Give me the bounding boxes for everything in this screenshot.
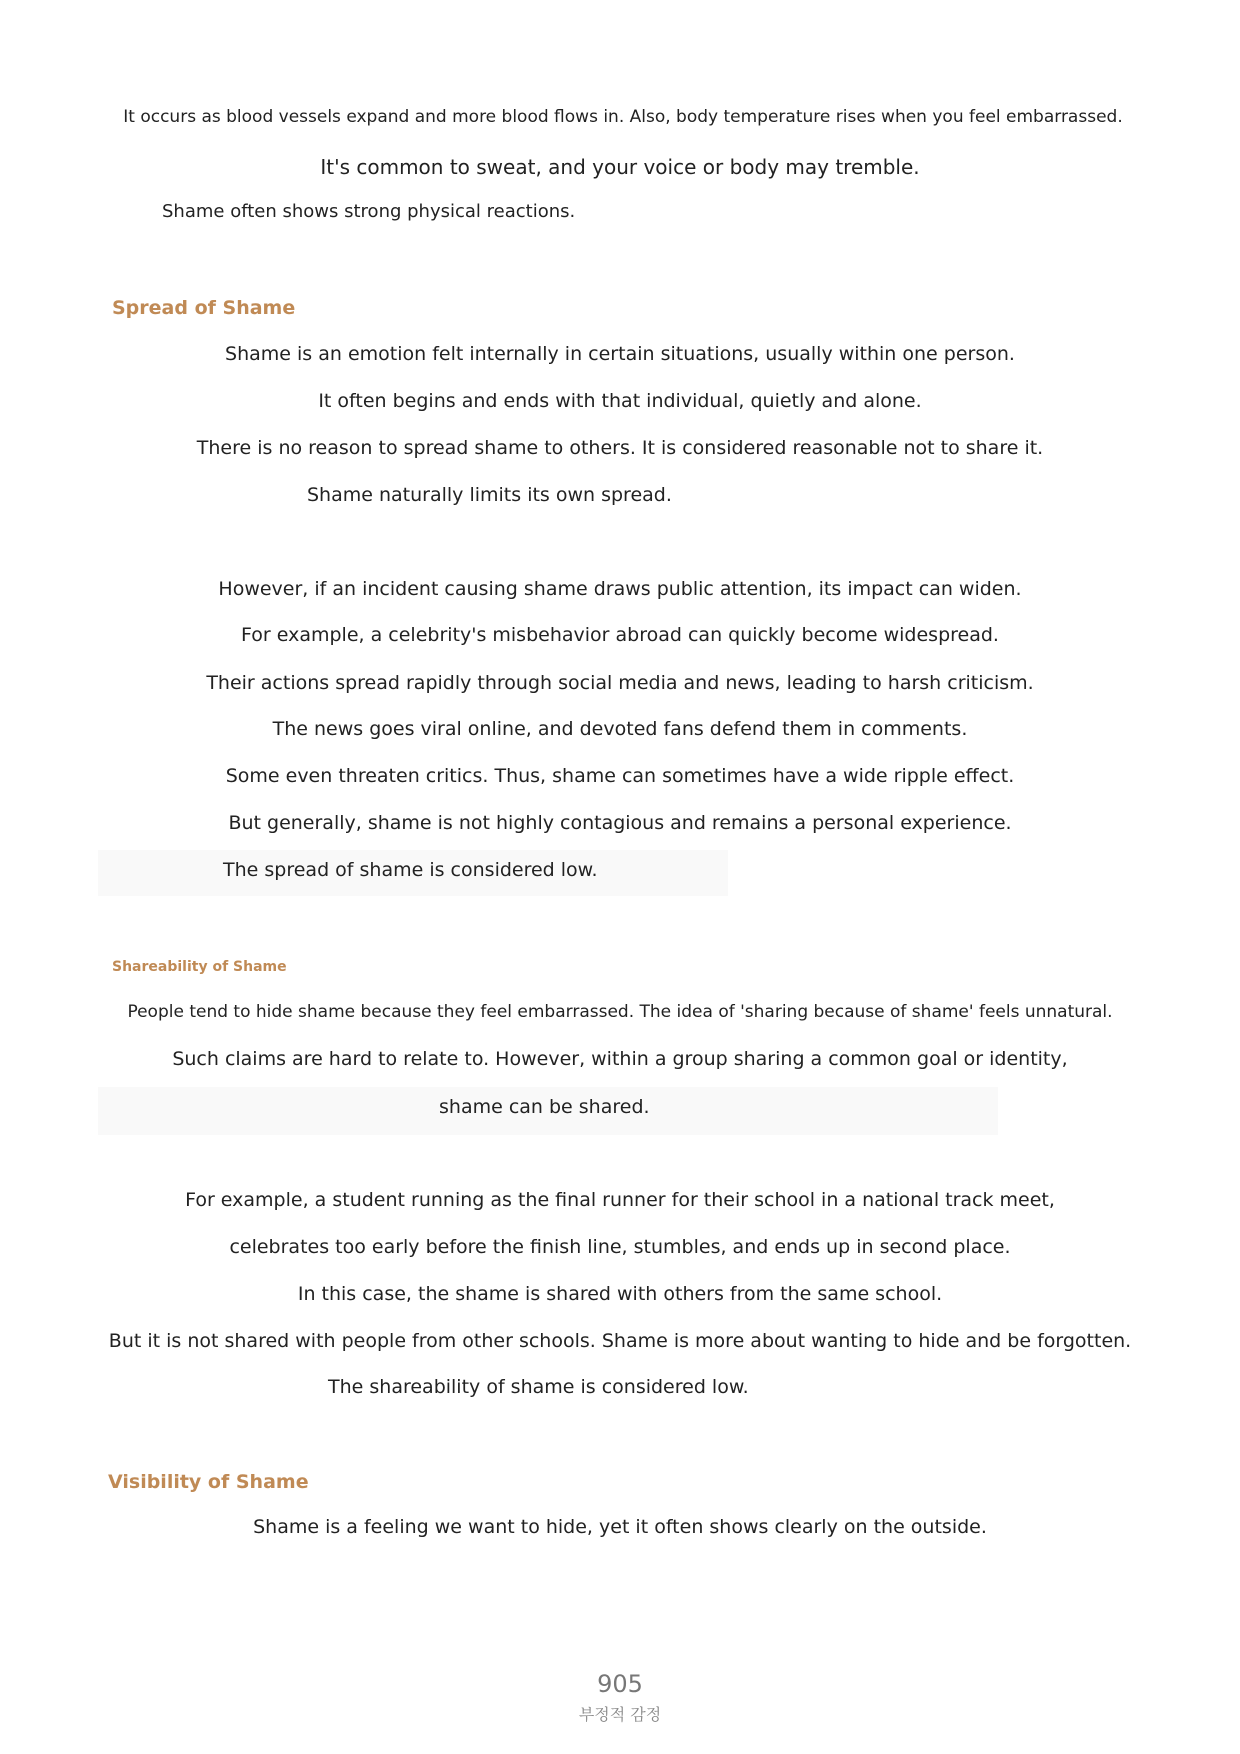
body-line: The shareability of shame is considered low.: [328, 1376, 749, 1398]
body-line: However, if an incident causing shame draws public attention, its impact can widen.: [218, 578, 1022, 600]
body-line: But generally, shame is not highly contagious and remains a personal experience.: [228, 812, 1012, 834]
body-line: shame can be shared.: [439, 1096, 650, 1118]
body-line: The spread of shame is considered low.: [223, 859, 598, 881]
body-line: In this case, the shame is shared with others from the same school.: [297, 1283, 943, 1305]
body-line: Some even threaten critics. Thus, shame can sometimes have a wide ripple effect.: [225, 765, 1015, 787]
body-line: It's common to sweat, and your voice or body may tremble.: [320, 155, 920, 179]
body-line: It often begins and ends with that individual, quietly and alone.: [318, 390, 922, 412]
body-line: People tend to hide shame because they feel embarrassed. The idea of 'sharing because of shame' feels unnatural.: [127, 1002, 1113, 1022]
body-line: It occurs as blood vessels expand and more blood flows in. Also, body temperature rises when you feel embarrassed.: [123, 107, 1123, 127]
body-line: There is no reason to spread shame to others. It is considered reasonable not to share it.: [196, 437, 1044, 459]
body-line: Such claims are hard to relate to. However, within a group sharing a common goal or identity,: [172, 1048, 1068, 1070]
section-heading-spread: Spread of Shame: [112, 297, 296, 319]
body-line: celebrates too early before the finish line, stumbles, and ends up in second place.: [229, 1236, 1011, 1258]
body-line: Shame is a feeling we want to hide, yet it often shows clearly on the outside.: [253, 1516, 987, 1538]
section-heading-shareability: Shareability of Shame: [112, 959, 287, 975]
body-line: Shame naturally limits its own spread.: [307, 484, 672, 506]
body-line: Shame is an emotion felt internally in certain situations, usually within one person.: [225, 343, 1015, 365]
body-line: But it is not shared with people from other schools. Shame is more about wanting to hide and be forgotten.: [108, 1330, 1132, 1352]
body-line: The news goes viral online, and devoted fans defend them in comments.: [272, 718, 968, 740]
footer-section-title: 부정적 감정: [578, 1705, 662, 1724]
section-heading-visibility: Visibility of Shame: [108, 1471, 309, 1493]
body-line: For example, a celebrity's misbehavior abroad can quickly become widespread.: [241, 624, 999, 646]
page-number: 905: [597, 1670, 643, 1698]
body-line: For example, a student running as the final runner for their school in a national track meet,: [185, 1189, 1055, 1211]
body-line: Their actions spread rapidly through social media and news, leading to harsh criticism.: [206, 672, 1034, 694]
body-line: Shame often shows strong physical reactions.: [162, 201, 576, 222]
